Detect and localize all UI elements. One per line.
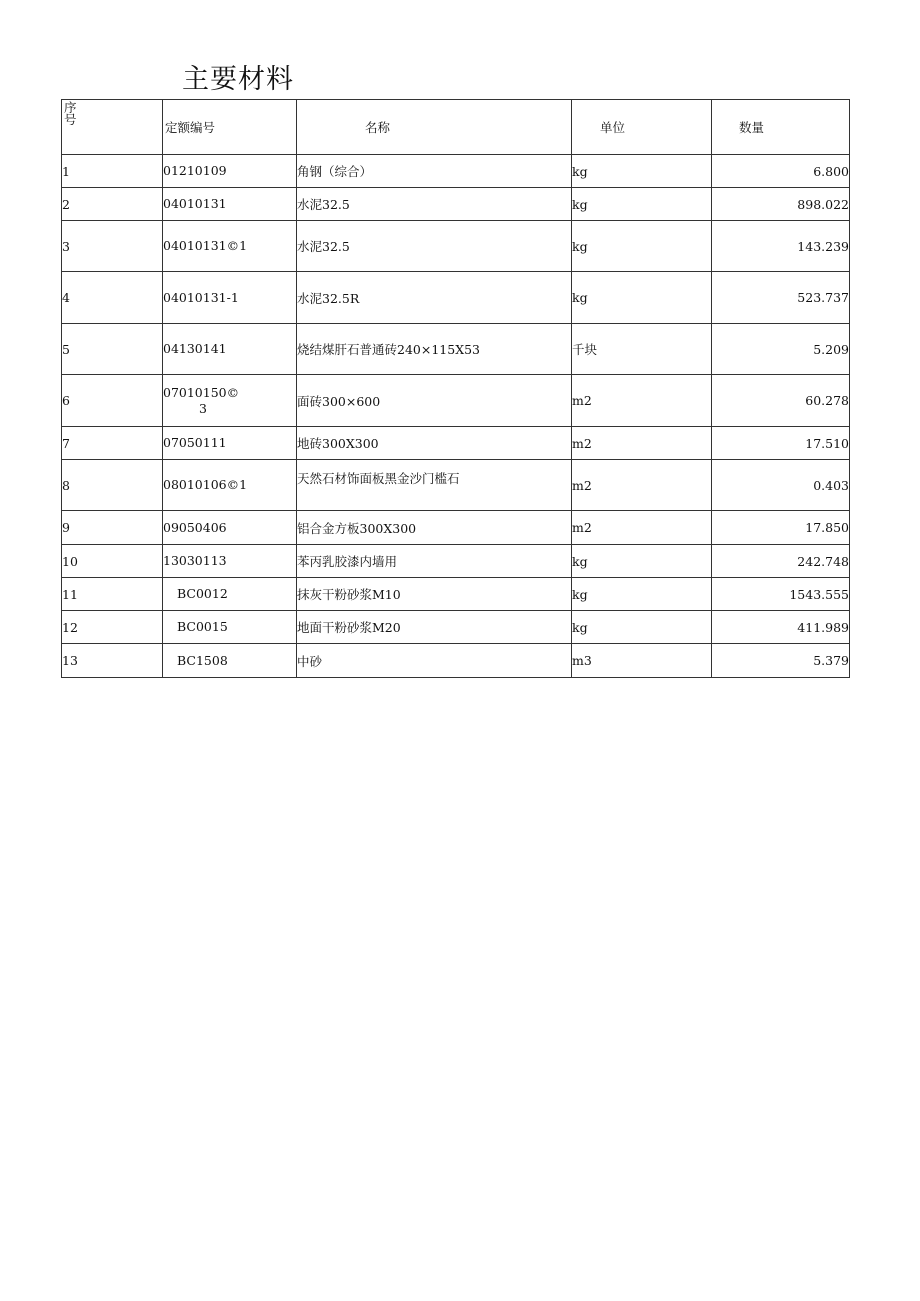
header-name: 名称 [297,100,572,155]
cell-name: 水泥32.5 [297,221,572,272]
cell-unit: m2 [572,427,712,460]
cell-name: 角钢（综合） [297,155,572,188]
cell-name: 面砖300×600 [297,375,572,427]
cell-seq: 9 [62,511,163,545]
cell-seq: 5 [62,324,163,375]
cell-seq: 8 [62,460,163,511]
cell-qty: 1543.555 [712,578,850,611]
header-qty: 数量 [712,100,850,155]
cell-name: 水泥32.5 [297,188,572,221]
cell-qty: 0.403 [712,460,850,511]
header-code: 定额编号 [163,100,297,155]
cell-name: 水泥32.5R [297,272,572,324]
cell-code: 08010106©1 [163,460,297,511]
cell-code: 07050111 [163,427,297,460]
cell-seq: 7 [62,427,163,460]
table-row [62,578,850,611]
table-row [62,644,850,678]
cell-unit: m3 [572,644,712,678]
cell-code: 04010131©1 [163,221,297,272]
cell-name: 烧结煤肝石普通砖240×115X53 [297,324,572,375]
cell-qty: 17.850 [712,511,850,545]
table-row [62,272,850,324]
cell-seq: 3 [62,221,163,272]
cell-seq: 12 [62,611,163,644]
cell-name: 抹灰干粉砂浆M10 [297,578,572,611]
cell-unit: kg [572,611,712,644]
cell-code: 04010131-1 [163,272,297,324]
cell-unit: m2 [572,511,712,545]
cell-code: BC1508 [163,644,297,678]
cell-seq: 2 [62,188,163,221]
cell-unit: m2 [572,375,712,427]
table-row [62,375,850,427]
cell-qty: 242.748 [712,545,850,578]
cell-code: 13030113 [163,545,297,578]
cell-code: 04130141 [163,324,297,375]
cell-name: 苯丙乳胶漆内墙用 [297,545,572,578]
cell-seq: 4 [62,272,163,324]
cell-seq: 6 [62,375,163,427]
table-row [62,155,850,188]
cell-code: BC0015 [163,611,297,644]
cell-qty: 17.510 [712,427,850,460]
cell-unit: kg [572,272,712,324]
cell-name: 天然石材饰面板黑金沙门槛石 [297,460,572,511]
header-seq: 序 号 [62,100,163,155]
cell-unit: kg [572,545,712,578]
cell-unit: kg [572,155,712,188]
cell-qty: 411.989 [712,611,850,644]
table-row [62,611,850,644]
cell-unit: kg [572,221,712,272]
table-row [62,545,850,578]
cell-code: 07010150© 3 [163,375,297,427]
cell-seq: 10 [62,545,163,578]
page-title: 主要材料 [182,64,294,95]
cell-qty: 60.278 [712,375,850,427]
cell-qty: 143.239 [712,221,850,272]
table-row [62,221,850,272]
cell-unit: kg [572,188,712,221]
cell-unit: kg [572,578,712,611]
cell-code: BC0012 [163,578,297,611]
cell-name: 地砖300X300 [297,427,572,460]
table-row [62,511,850,545]
cell-unit: m2 [572,460,712,511]
cell-seq: 11 [62,578,163,611]
cell-name: 中砂 [297,644,572,678]
header-unit: 单位 [572,100,712,155]
materials-table [61,99,850,678]
cell-name: 铝合金方板300X300 [297,511,572,545]
cell-code: 01210109 [163,155,297,188]
cell-qty: 5.379 [712,644,850,678]
cell-code: 09050406 [163,511,297,545]
cell-unit: 千块 [572,324,712,375]
table-row [62,460,850,511]
cell-name: 地面干粉砂浆M20 [297,611,572,644]
table-row [62,324,850,375]
table-row [62,427,850,460]
cell-code: 04010131 [163,188,297,221]
table-row [62,188,850,221]
cell-qty: 898.022 [712,188,850,221]
cell-seq: 13 [62,644,163,678]
cell-qty: 6.800 [712,155,850,188]
cell-qty: 523.737 [712,272,850,324]
cell-seq: 1 [62,155,163,188]
cell-qty: 5.209 [712,324,850,375]
table-header-row [62,100,850,155]
